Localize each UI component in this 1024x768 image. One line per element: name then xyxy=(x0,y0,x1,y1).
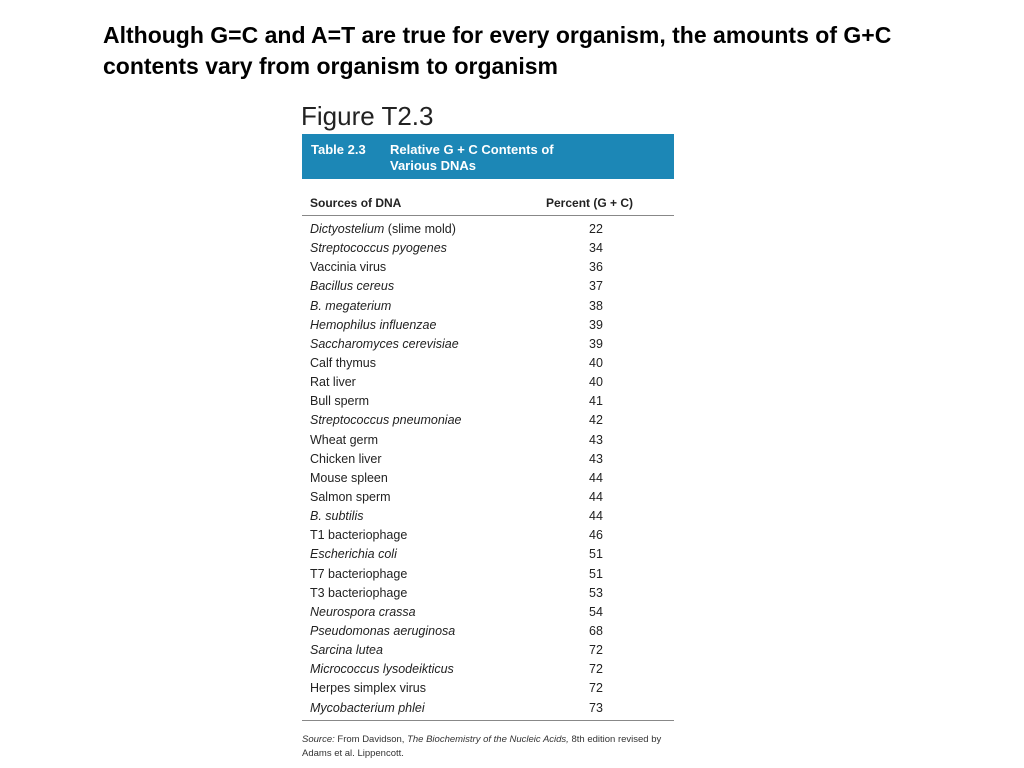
table-row xyxy=(302,335,674,354)
percent-gc-cell: 72 xyxy=(589,681,603,696)
percent-gc-cell: 72 xyxy=(589,643,603,658)
dna-source-cell xyxy=(310,567,407,581)
percent-gc-cell: 39 xyxy=(589,317,603,332)
dna-source-cell xyxy=(310,394,369,408)
dna-source-name: Saccharomyces cerevisiae xyxy=(310,336,459,351)
dna-source-name: Bull sperm xyxy=(310,394,370,409)
dna-source-cell xyxy=(310,471,388,485)
dna-source-name: Dictyostelium xyxy=(310,222,385,236)
table-row xyxy=(302,469,674,488)
dna-source-cell xyxy=(310,433,378,447)
percent-gc-cell: 46 xyxy=(589,528,603,543)
table-title: Relative G + C Contents of Various DNAs xyxy=(390,142,554,173)
dna-source-name: Streptococcus pyogenes xyxy=(310,241,447,256)
dna-source-cell xyxy=(310,643,383,657)
dna-source-name: B. megaterium xyxy=(310,298,392,313)
table-row xyxy=(302,660,674,679)
percent-gc-cell: 39 xyxy=(589,336,603,351)
dna-source-name: Wheat germ xyxy=(310,432,379,447)
dna-source-cell xyxy=(310,605,416,619)
dna-source-name: Herpes simplex virus xyxy=(310,681,427,696)
dna-source-name: Chicken liver xyxy=(310,451,382,466)
table-row xyxy=(302,411,674,430)
dna-source-cell xyxy=(310,452,382,466)
percent-gc-cell: 36 xyxy=(589,260,603,275)
table-row xyxy=(302,622,674,641)
percent-gc-cell: 43 xyxy=(589,432,603,447)
dna-source-name: Micrococcus lysodeikticus xyxy=(310,662,454,677)
dna-source-cell xyxy=(310,279,394,293)
dna-source-name: T3 bacteriophage xyxy=(310,585,408,600)
table-row xyxy=(302,277,674,296)
table-header xyxy=(302,134,674,179)
percent-gc-cell: 42 xyxy=(589,413,603,428)
percent-gc-cell: 53 xyxy=(589,585,603,600)
table-row xyxy=(302,641,674,660)
source-text-before: From Davidson, xyxy=(334,734,408,745)
dna-source-cell xyxy=(310,299,391,313)
dna-source-cell xyxy=(310,547,397,561)
dna-source-name: Rat liver xyxy=(310,375,356,390)
table-row xyxy=(302,507,674,526)
percent-gc-cell: 54 xyxy=(589,604,603,619)
percent-gc-cell: 68 xyxy=(589,623,603,638)
table-row xyxy=(302,220,674,239)
dna-source-name: Vaccinia virus xyxy=(310,260,387,275)
table-row xyxy=(302,526,674,545)
percent-gc-cell: 73 xyxy=(589,700,603,715)
dna-source-cell xyxy=(310,681,426,695)
dna-source-cell xyxy=(310,356,376,370)
percent-gc-cell: 40 xyxy=(589,375,603,390)
figure-label: Figure T2.3 xyxy=(301,101,434,131)
table-row xyxy=(302,603,674,622)
dna-source-name: T7 bacteriophage xyxy=(310,566,408,581)
dna-source-name: Pseudomonas aeruginosa xyxy=(310,623,456,638)
dna-source-name: Escherichia coli xyxy=(310,547,397,562)
slide-title: Although G=C and A=T are true for every organism, the amounts of G+C contents vary from organism to organism xyxy=(103,22,892,79)
header-divider xyxy=(302,215,674,216)
dna-source-cell xyxy=(310,337,459,351)
dna-source-cell xyxy=(310,490,391,504)
dna-source-name: Hemophilus influenzae xyxy=(310,317,437,332)
percent-gc-cell: 41 xyxy=(589,394,603,409)
dna-source-cell xyxy=(310,222,456,236)
percent-gc-cell: 38 xyxy=(589,298,603,313)
dna-source-cell xyxy=(310,260,386,274)
dna-source-name: Mycobacterium phlei xyxy=(310,700,425,715)
percent-gc-cell: 51 xyxy=(589,566,603,581)
percent-gc-cell: 44 xyxy=(589,470,603,485)
source-text-after: 8th edition revised by Adams et al. Lippencott. xyxy=(302,734,662,759)
dna-source-name: Salmon sperm xyxy=(310,489,391,504)
table-row xyxy=(302,545,674,564)
dna-source-cell xyxy=(310,413,461,427)
table-row xyxy=(302,354,674,373)
source-label: Source: xyxy=(302,734,335,745)
percent-gc-cell: 44 xyxy=(589,489,603,504)
column-header-source: Sources of DNA xyxy=(310,196,402,210)
percent-gc-cell: 44 xyxy=(589,509,603,524)
dna-source-cell xyxy=(310,509,364,523)
dna-source-cell xyxy=(310,701,425,715)
dna-source-cell xyxy=(310,318,436,332)
dna-source-name: Neurospora crassa xyxy=(310,604,416,619)
table-row xyxy=(302,258,674,277)
column-header-percent: Percent (G + C) xyxy=(546,196,634,210)
dna-source-cell xyxy=(310,662,454,676)
dna-source-cell xyxy=(310,624,455,638)
table-number: Table 2.3 xyxy=(311,142,366,157)
table-row xyxy=(302,450,674,469)
dna-source-name: Mouse spleen xyxy=(310,470,388,485)
table-row xyxy=(302,239,674,258)
percent-gc-cell: 72 xyxy=(589,662,603,677)
column-headers xyxy=(302,194,674,214)
dna-source-name: Streptococcus pneumoniae xyxy=(310,413,462,428)
dna-source-cell xyxy=(310,241,447,255)
table-row xyxy=(302,373,674,392)
table-row xyxy=(302,297,674,316)
percent-gc-cell: 34 xyxy=(589,241,603,256)
table-row xyxy=(302,679,674,698)
dna-source-cell xyxy=(310,375,356,389)
table-row xyxy=(302,565,674,584)
percent-gc-cell: 40 xyxy=(589,355,603,370)
dna-source-name: B. subtilis xyxy=(310,509,364,524)
table-row xyxy=(302,584,674,603)
dna-source-name: T1 bacteriophage xyxy=(310,528,408,543)
percent-gc-cell: 51 xyxy=(589,547,603,562)
dna-source-cell xyxy=(310,528,407,542)
table-row xyxy=(302,392,674,411)
percent-gc-cell: 22 xyxy=(589,222,603,236)
table-row xyxy=(302,699,674,718)
table-row xyxy=(302,316,674,335)
footer-divider xyxy=(302,720,674,721)
dna-source-name: Calf thymus xyxy=(310,355,376,370)
table-row xyxy=(302,488,674,507)
table-row xyxy=(302,431,674,450)
dna-source-name: Sarcina lutea xyxy=(310,643,383,658)
percent-gc-cell: 43 xyxy=(589,451,603,466)
dna-source-cell xyxy=(310,586,407,600)
source-note xyxy=(302,733,677,761)
table-body xyxy=(302,220,674,718)
dna-source-name: Bacillus cereus xyxy=(310,279,395,294)
dna-source-note: (slime mold) xyxy=(384,222,456,236)
source-book-title: The Biochemistry of the Nucleic Acids, xyxy=(407,734,569,745)
percent-gc-cell: 37 xyxy=(589,279,603,294)
